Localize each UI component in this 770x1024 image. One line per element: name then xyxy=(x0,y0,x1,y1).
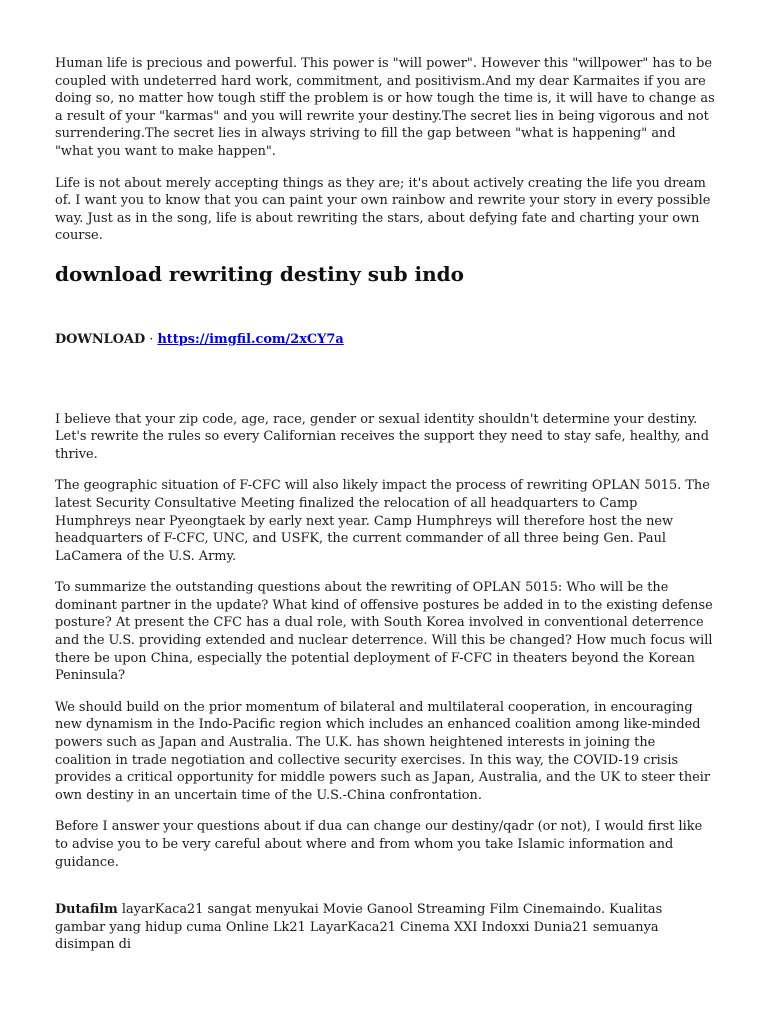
final-paragraph xyxy=(55,901,715,954)
body-paragraph-4: We should build on the prior momentum of bilateral and multilateral cooperation, in encouraging new dynamism in the Indo-Pacific region which includes an enhanced coalition among like-minded powers such as Japan and Australia. The U.K. has shown heightened interests in joining the coalition in trade negotiation and collective security exercises. In this way, the COVID-19 crisis provides a critical opportunity for middle powers such as Japan, Australia, and the UK to steer their own destiny in an uncertain time of the U.S.-China confrontation. xyxy=(55,699,711,803)
body-paragraph-2: The geographic situation of F-CFC will also likely impact the process of rewriting OPLAN 5015. The latest Security Consultative Meeting finalized the relocation of all headquarters to Camp Humphreys near Pyeongtaek by early next year. Camp Humphreys will therefore host the new headquarters of F-CFC, UNC, and USFK, the current commander of all three being Gen. Paul LaCamera of the U.S. Army. xyxy=(55,478,710,564)
intro-paragraph-2: Life is not about merely accepting things as they are; it's about actively creating the life you dream of. I want you to know that you can paint your own rainbow and rewrite your story in every possible way. Just as in the song, life is about rewriting the stars, about defying fate and charting your own course. xyxy=(55,175,711,244)
intro-paragraph-1: Human life is precious and powerful. This power is "will power". However this "willpower" has to be coupled with undeterred hard work, commitment, and positivism.And my dear Karmaites if you are doing so, no matter how tough stiff the problem is or how tough the time is, it will have to change as a result of your "karmas" and you will rewrite your destiny.The secret lies in being vigorous and not surrendering.The secret lies in always striving to fill the gap between "what is happening" and "what you want to make happen". xyxy=(55,56,715,159)
body-paragraph-1: I believe that your zip code, age, race, gender or sexual identity shouldn't determine your destiny. Let's rewrite the rules so every Californian receives the support they need to stay safe, healthy, and thrive. xyxy=(55,411,709,462)
spacer xyxy=(55,349,715,411)
download-separator: · xyxy=(145,331,158,347)
download-label: DOWNLOAD xyxy=(55,331,146,347)
download-link[interactable]: https://imgfil.com/2xCY7a xyxy=(157,331,344,347)
download-line xyxy=(55,331,715,349)
body-paragraph-5: Before I answer your questions about if dua can change our destiny/qadr (or not), I would first like to advise you to be very careful about where and from whom you take Islamic information and guidance. xyxy=(55,819,703,870)
body-paragraph-3: To summarize the outstanding questions about the rewriting of OPLAN 5015: Who will be the dominant partner in the update? What kind of offensive postures be added in to the existing defense posture? At present the CFC has a dual role, with South Korea involved in conventional deterrence and the U.S. providing extended and nuclear deterrence. Will this be changed? How much focus will there be upon China, especially the potential deployment of F-CFC in theaters beyond the Korean Peninsula? xyxy=(55,580,713,684)
page-heading: download rewriting destiny sub indo xyxy=(55,261,465,286)
final-bold-lead: Dutafilm xyxy=(55,902,118,918)
final-paragraph-text: layarKaca21 sangat menyukai Movie Ganool Streaming Film Cinemaindo. Kualitas gambar yang hidup cuma Online Lk21 LayarKaca21 Cinema XXI Indoxxi Dunia21 semuanya disimpan di xyxy=(55,902,663,953)
